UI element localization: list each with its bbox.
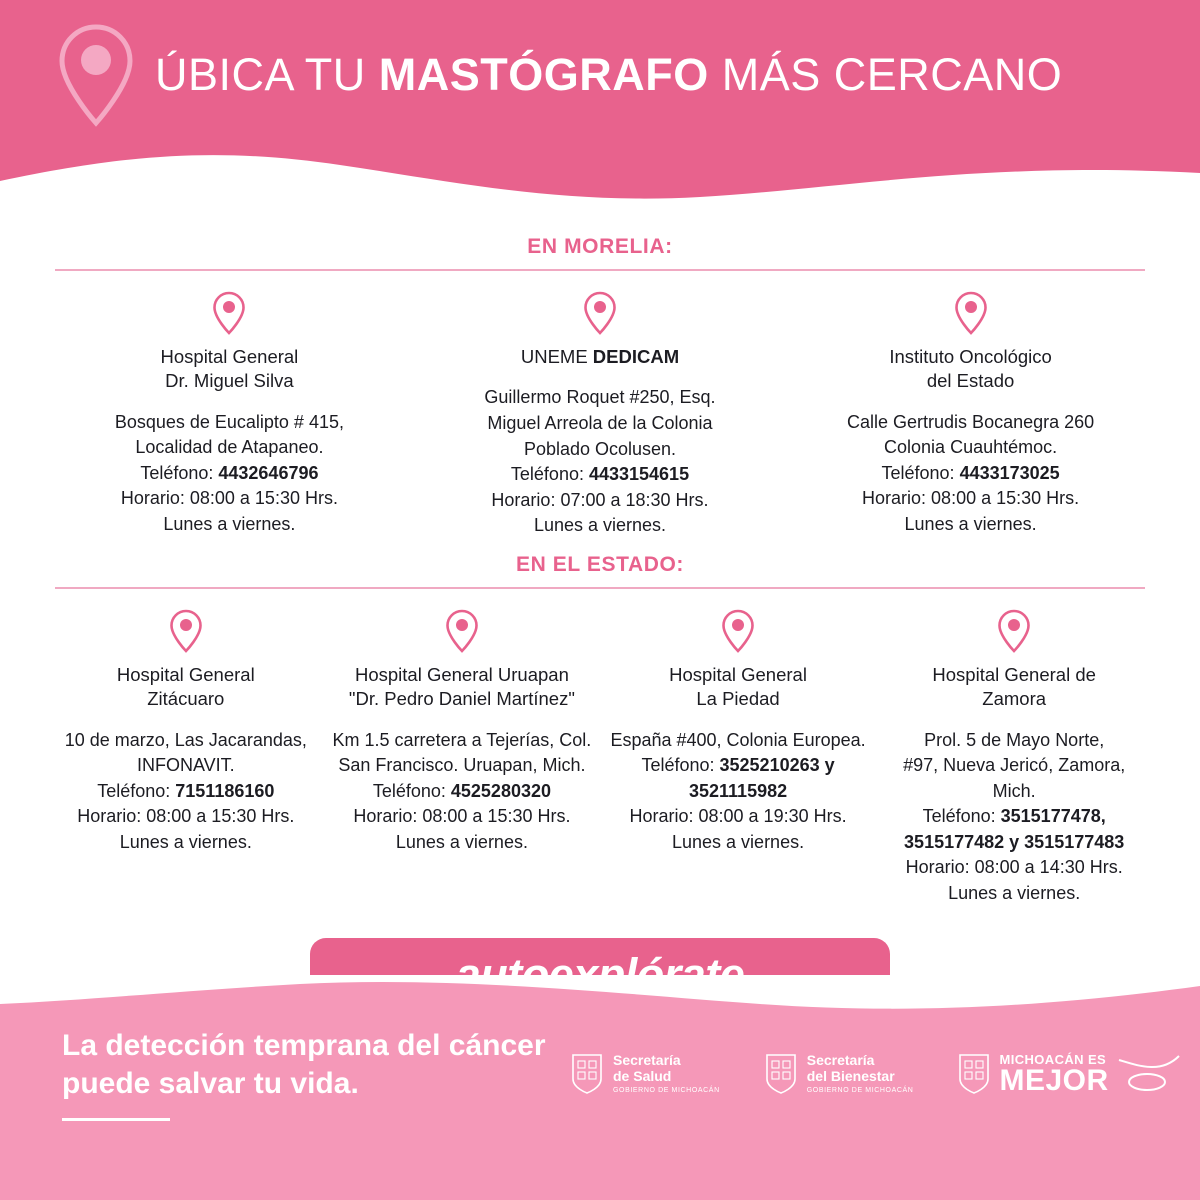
clinic-phone xyxy=(55,779,317,805)
morelia-card-grid xyxy=(55,277,1145,539)
clinic-phone xyxy=(607,753,869,804)
clinic-name-line1: Hospital General Uruapan xyxy=(354,663,569,685)
clinic-name xyxy=(607,663,869,712)
map-pin-icon xyxy=(212,291,246,335)
header-wave-decoration xyxy=(0,147,1200,215)
page-title xyxy=(155,49,1062,101)
shield-coat-of-arms-icon xyxy=(957,1052,991,1096)
clinic-address-line: Bosques de Eucalipto # 415, xyxy=(114,411,344,432)
footer-slogan xyxy=(0,1027,560,1121)
clinic-hours xyxy=(55,486,404,512)
clinic-address-line: Miguel Arreola de la Colonia xyxy=(487,412,713,433)
clinic-phone-label: Teléfono: xyxy=(881,462,960,483)
clinic-card xyxy=(883,595,1145,907)
map-pin-icon xyxy=(583,291,617,335)
clinic-card xyxy=(607,595,869,856)
clinic-phone-label: Teléfono: xyxy=(922,806,1001,827)
estado-card-grid xyxy=(55,595,1145,907)
clinic-hours-label: Horario: xyxy=(120,488,190,509)
map-pin-icon xyxy=(55,23,137,127)
shield-coat-of-arms-icon xyxy=(764,1052,798,1096)
clinic-address-line: 10 de marzo, Las Jacarandas, xyxy=(64,729,307,750)
clinic-address-line: Colonia Cuauhtémoc. xyxy=(884,437,1058,458)
clinic-name-line2: Dr. Miguel Silva xyxy=(165,370,294,392)
clinic-hours-label: Horario: xyxy=(905,857,975,878)
footer-content xyxy=(0,1027,1200,1121)
clinic-address-line: San Francisco. Uruapan, Mich. xyxy=(338,755,586,776)
clinic-name-line1: Hospital General de xyxy=(932,663,1096,685)
clinic-name xyxy=(796,345,1145,394)
clinic-phone-value: 4433173025 xyxy=(959,462,1060,483)
clinic-name-line2: Zamora xyxy=(982,688,1047,710)
clinic-phone xyxy=(426,462,775,488)
clinic-details xyxy=(55,728,317,856)
clinic-hours xyxy=(607,804,869,830)
clinic-address-line: España #400, Colonia Europea. xyxy=(610,729,866,750)
logo-line1: Secretaría xyxy=(613,1052,681,1069)
logo-secretaria-del-bienestar xyxy=(764,1052,914,1096)
clinic-hours-label: Horario: xyxy=(862,488,932,509)
clinic-hours xyxy=(426,488,775,514)
clinic-hours-label: Horario: xyxy=(353,806,423,827)
footer-logos xyxy=(560,1052,1181,1096)
header-inner xyxy=(0,0,1200,150)
clinic-details xyxy=(883,728,1145,907)
clinic-hours-value: 08:00 a 19:30 Hrs. xyxy=(698,806,847,827)
clinic-name-line1: Hospital General xyxy=(116,663,255,685)
logo-michoacan-es-mejor xyxy=(957,1052,1180,1096)
page-title-bold: MASTÓGRAFO xyxy=(378,49,709,100)
clinic-hours-value: 08:00 a 15:30 Hrs. xyxy=(189,488,338,509)
clinic-name xyxy=(426,345,775,369)
clinic-name-line2: del Estado xyxy=(926,370,1015,392)
clinic-details xyxy=(607,728,869,856)
clinic-address-line: #97, Nueva Jericó, Zamora, Mich. xyxy=(903,755,1126,801)
logo-line2: del Bienestar xyxy=(806,1067,895,1084)
shield-coat-of-arms-icon xyxy=(570,1052,604,1096)
clinic-details xyxy=(331,728,593,856)
clinic-hours xyxy=(331,804,593,830)
clinic-hours-label: Horario: xyxy=(629,806,699,827)
clinic-name-line1: Hospital General xyxy=(160,346,299,367)
clinic-address-line: Localidad de Atapaneo. xyxy=(135,437,324,458)
clinic-name-line1: Hospital General xyxy=(669,663,807,685)
clinic-phone-label: Teléfono: xyxy=(510,464,589,485)
clinic-phone-label: Teléfono: xyxy=(372,780,451,801)
clinic-days: Lunes a viernes. xyxy=(533,515,667,536)
divider xyxy=(55,269,1145,271)
page-title-part1: ÚBICA TU xyxy=(155,49,379,100)
clinic-address-line: INFONAVIT. xyxy=(136,755,235,776)
logo-line1: Secretaría xyxy=(806,1052,875,1069)
butterfly-swoosh-icon xyxy=(1117,1052,1181,1096)
map-pin-icon xyxy=(169,609,203,653)
clinic-address-line: Calle Gertrudis Bocanegra 260 xyxy=(847,411,1095,432)
clinic-name-bold: DEDICAM xyxy=(592,346,680,367)
clinic-address-line: Guillermo Roquet #250, Esq. xyxy=(484,387,716,408)
michoacan-text xyxy=(999,1052,1108,1096)
clinic-hours-value: 08:00 a 14:30 Hrs. xyxy=(974,857,1123,878)
clinic-hours-value: 07:00 a 18:30 Hrs. xyxy=(560,489,709,510)
page-header xyxy=(0,0,1200,215)
clinic-phone-label: Teléfono: xyxy=(641,755,720,776)
page-title-part2: MÁS CERCANO xyxy=(708,49,1063,100)
clinic-hours xyxy=(55,804,317,830)
clinic-hours xyxy=(883,855,1145,881)
michoacan-line1: MICHOACÁN ES xyxy=(999,1052,1107,1068)
clinic-name xyxy=(883,663,1145,712)
clinic-name-line2: La Piedad xyxy=(696,688,780,710)
clinic-card xyxy=(331,595,593,856)
clinic-phone-value: 3515177478, 3515177482 y 3515177483 xyxy=(904,806,1125,852)
clinic-name-line1: UNEME DEDICAM xyxy=(520,346,680,367)
clinic-days: Lunes a viernes. xyxy=(948,882,1081,903)
logo-line3: GOBIERNO DE MICHOACÁN xyxy=(613,1086,720,1094)
clinic-phone-label: Teléfono: xyxy=(97,780,176,801)
clinic-phone xyxy=(883,804,1145,855)
clinic-days: Lunes a viernes. xyxy=(672,831,805,852)
clinic-phone xyxy=(796,461,1145,487)
clinic-details xyxy=(796,410,1145,538)
clinic-phone-value: 4433154615 xyxy=(588,464,690,485)
clinic-phone-value: 4432646796 xyxy=(218,462,319,483)
logo-secretaria-de-salud xyxy=(570,1052,720,1096)
michoacan-line2: MEJOR xyxy=(999,1064,1109,1098)
clinic-card xyxy=(796,277,1145,538)
clinic-hours xyxy=(796,486,1145,512)
clinic-hours-label: Horario: xyxy=(77,806,147,827)
logo-text xyxy=(807,1053,914,1094)
clinic-hours-value: 08:00 a 15:30 Hrs. xyxy=(422,806,571,827)
footer-slogan-line1: La detección temprana del cáncer xyxy=(62,1029,546,1062)
estado-section xyxy=(0,539,1200,907)
clinic-name xyxy=(55,663,317,712)
clinic-name-line2: "Dr. Pedro Daniel Martínez" xyxy=(348,688,575,710)
clinic-hours-value: 08:00 a 15:30 Hrs. xyxy=(146,806,295,827)
estado-section-title: EN EL ESTADO: xyxy=(515,552,685,576)
clinic-phone-value: 7151186160 xyxy=(175,780,275,801)
clinic-days: Lunes a viernes. xyxy=(904,514,1037,534)
clinic-days: Lunes a viernes. xyxy=(119,831,252,852)
clinic-phone-value: 4525280320 xyxy=(450,780,551,801)
clinic-phone xyxy=(55,461,404,487)
clinic-days: Lunes a viernes. xyxy=(395,831,528,852)
page-footer xyxy=(0,975,1200,1200)
logo-text xyxy=(613,1053,720,1094)
clinic-name xyxy=(55,345,404,394)
map-pin-icon xyxy=(721,609,755,653)
clinic-card xyxy=(55,277,404,538)
map-pin-icon xyxy=(997,609,1031,653)
clinic-name-line1: Instituto Oncológico xyxy=(889,346,1052,367)
footer-slogan-line2: puede salvar tu vida. xyxy=(62,1067,359,1101)
divider xyxy=(55,587,1145,589)
logo-line2: de Salud xyxy=(613,1067,672,1084)
clinic-address-line: Poblado Ocolusen. xyxy=(523,438,677,459)
clinic-details xyxy=(426,385,775,538)
footer-wave-decoration xyxy=(0,975,1200,1020)
morelia-section-title: EN MORELIA: xyxy=(527,235,673,258)
clinic-address-line: Km 1.5 carretera a Tejerías, Col. xyxy=(332,729,592,750)
map-pin-icon xyxy=(954,291,988,335)
clinic-phone-label: Teléfono: xyxy=(140,462,219,483)
clinic-hours-value: 08:00 a 15:30 Hrs. xyxy=(931,488,1080,509)
clinic-hours-label: Horario: xyxy=(491,489,561,510)
morelia-section xyxy=(0,215,1200,539)
clinic-name xyxy=(331,663,593,712)
clinic-name-line2: Zitácuaro xyxy=(147,688,225,710)
map-pin-icon xyxy=(445,609,479,653)
clinic-details xyxy=(55,410,404,538)
clinic-card xyxy=(55,595,317,856)
clinic-card xyxy=(426,277,775,539)
clinic-phone xyxy=(331,779,593,805)
logo-line3: GOBIERNO DE MICHOACÁN xyxy=(806,1086,914,1094)
clinic-days: Lunes a viernes. xyxy=(163,514,296,534)
clinic-address-line: Prol. 5 de Mayo Norte, xyxy=(924,729,1105,750)
clinic-phone-value: 3525210263 y 3521115982 xyxy=(688,755,835,801)
footer-underline xyxy=(62,1118,170,1121)
